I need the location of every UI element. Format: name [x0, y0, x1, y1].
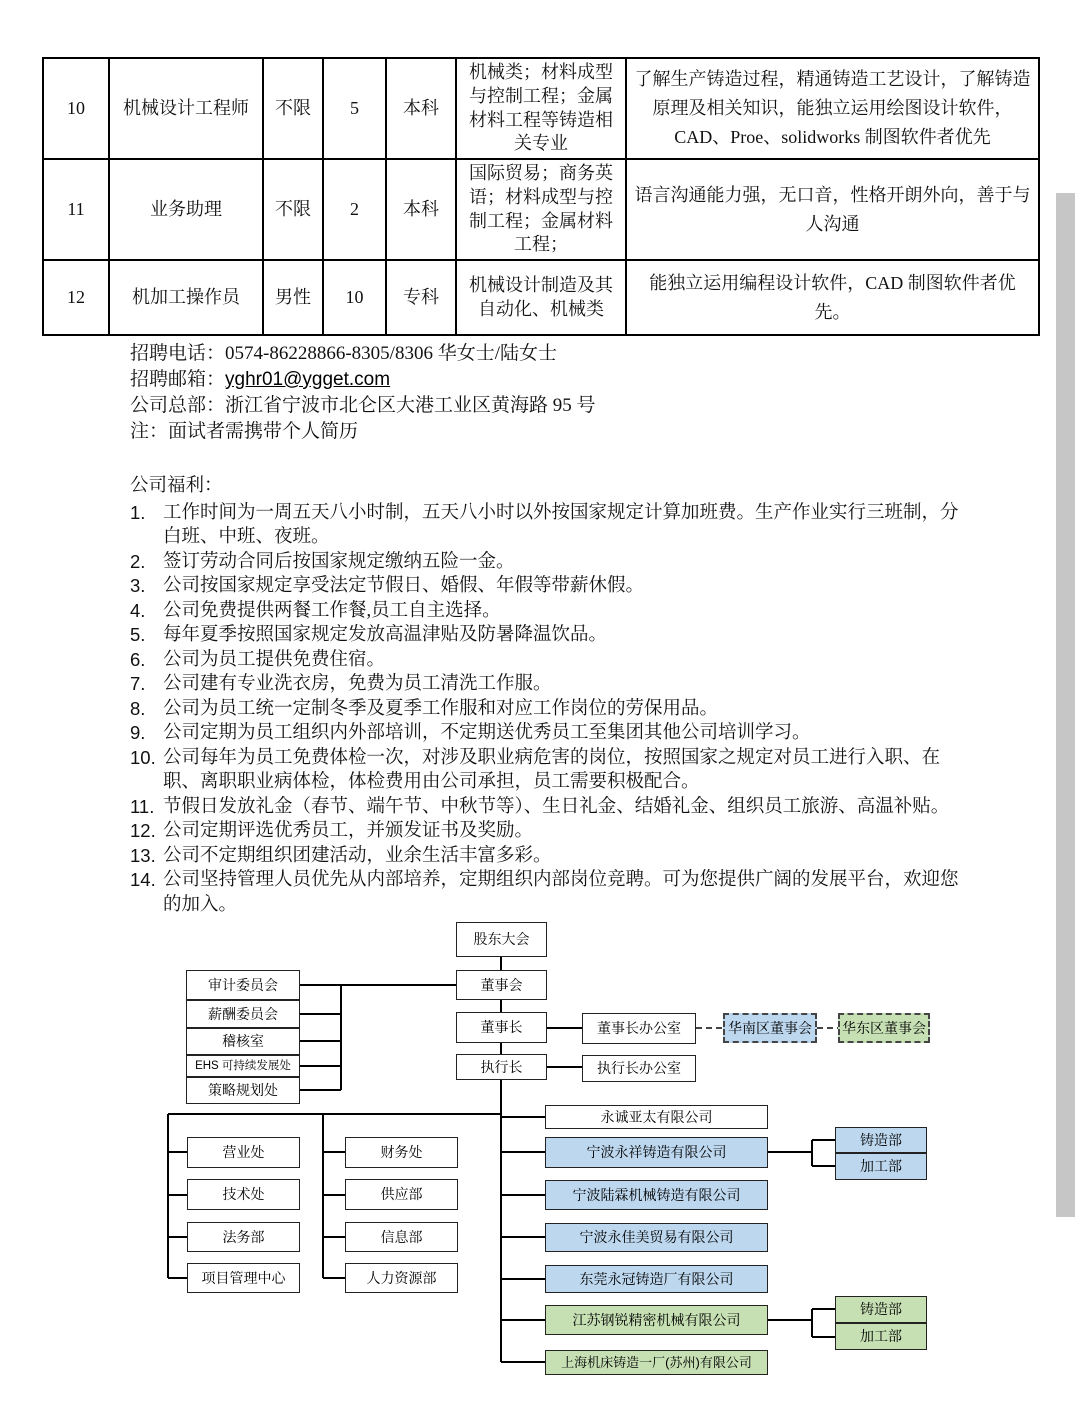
org-box-audit-committee: 审计委员会 [186, 970, 300, 1000]
org-box-shanghai-machine-tool-foundry: 上海机床铸造一厂(苏州)有限公司 [545, 1350, 768, 1375]
contact-note [130, 419, 596, 445]
org-box-legal-department: 法务部 [187, 1222, 300, 1252]
benefit-number: 2. [130, 550, 146, 572]
org-box-inspection-office: 稽核室 [186, 1028, 300, 1055]
org-box-chairman-office: 董事长办公室 [582, 1013, 696, 1044]
benefit-text: 公司按国家规定享受法定节假日、婚假、年假等带薪休假。 [163, 576, 645, 596]
cell-gender: 不限 [263, 159, 323, 260]
benefit-text: 每年夏季按照国家规定发放高温津贴及防暑降温饮品。 [163, 625, 608, 645]
cell-gender: 不限 [263, 58, 323, 159]
benefit-item [130, 501, 962, 550]
benefit-item [130, 550, 962, 575]
benefit-item [130, 844, 962, 869]
org-box-information-department: 信息部 [345, 1222, 458, 1252]
note-label: 注： [130, 421, 169, 442]
org-box-human-resources: 人力资源部 [345, 1263, 458, 1293]
cell-position: 业务助理 [109, 159, 263, 260]
table-row [43, 260, 1039, 335]
benefit-text: 公司不定期组织团建活动，业余生活丰富多彩。 [163, 845, 552, 866]
org-box-ceo: 执行长 [456, 1054, 547, 1080]
email-link[interactable]: yghr01@ygget.com [225, 369, 391, 390]
org-box-yongcheng-asia-pacific: 永诚亚太有限公司 [545, 1105, 768, 1129]
cell-major: 国际贸易；商务英语；材料成型与控制工程；金属材料工程； [456, 159, 626, 260]
cell-education: 专科 [386, 260, 456, 335]
cell-requirements: 能独立运用编程设计软件，CAD 制图软件者优先。 [626, 260, 1039, 335]
org-box-jiangsu-gangrui-precision: 江苏钢锐精密机械有限公司 [545, 1305, 768, 1335]
cell-requirements: 了解生产铸造过程，精通铸造工艺设计，了解铸造原理及相关知识，能独立运用绘图设计软件，CAD、Proe、solidworks 制图软件者优先 [626, 58, 1039, 159]
org-box-ehs-sustainability: EHS 可持续发展处 [186, 1055, 300, 1077]
org-box-casting-department-blue: 铸造部 [835, 1127, 927, 1153]
benefit-item [130, 574, 962, 599]
benefit-item [130, 795, 962, 820]
benefit-item [130, 746, 962, 795]
benefits-title: 公司福利： [130, 476, 223, 496]
org-box-shareholders-meeting: 股东大会 [456, 922, 547, 957]
org-box-compensation-committee: 薪酬委员会 [186, 1000, 300, 1028]
org-box-strategic-planning: 策略规划处 [186, 1077, 300, 1104]
cell-count: 2 [323, 159, 386, 260]
org-box-finance-division: 财务处 [345, 1137, 458, 1168]
table-row [43, 159, 1039, 260]
cell-count: 10 [323, 260, 386, 335]
cell-no: 10 [43, 58, 109, 159]
org-box-casting-department-green: 铸造部 [835, 1296, 927, 1323]
org-box-project-management-center: 项目管理中心 [187, 1263, 300, 1293]
benefit-item [130, 648, 962, 673]
table-row [43, 58, 1039, 159]
benefit-number: 4. [130, 599, 146, 621]
benefit-number: 12. [130, 820, 156, 841]
cell-major: 机械类；材料成型与控制工程；金属材料工程等铸造相关专业 [456, 58, 626, 159]
benefit-text: 节假日发放礼金（春节、端午节、中秋节等）、生日礼金、结婚礼金、组织员工旅游、高温补贴。 [163, 796, 950, 817]
phone-label: 招聘电话： [130, 343, 226, 364]
org-box-chairman: 董事长 [456, 1012, 547, 1043]
cell-position: 机加工操作员 [109, 260, 263, 335]
phone-value: 0574-86228866-8305/8306 华女士/陆女士 [225, 343, 557, 364]
benefit-number: 6. [130, 648, 146, 670]
benefit-number: 13. [130, 844, 156, 866]
benefit-number: 10. [130, 746, 156, 768]
benefit-number: 11. [130, 795, 155, 817]
benefit-text: 公司每年为员工免费体检一次，对涉及职业病危害的岗位，按照国家之规定对员工进行入职、在职、离职职业病体检，体检费用由公司承担，员工需要积极配合。 [163, 747, 941, 792]
benefit-text: 公司为员工统一定制冬季及夏季工作服和对应工作岗位的劳保用品。 [163, 698, 719, 719]
org-box-sales-division: 营业处 [187, 1137, 300, 1168]
benefit-text: 公司为员工提供免费住宿。 [163, 649, 386, 670]
contact-phone [130, 341, 596, 367]
cell-no: 12 [43, 260, 109, 335]
org-box-ningbo-yongjiamei-trading: 宁波永佳美贸易有限公司 [545, 1223, 768, 1252]
scrollbar-thumb[interactable] [1056, 193, 1075, 1217]
hq-value: 浙江省宁波市北仑区大港工业区黄海路 95 号 [225, 395, 596, 416]
contact-hq [130, 393, 596, 419]
benefit-text: 公司定期为员工组织内外部培训，不定期送优秀员工至集团其他公司培训学习。 [163, 723, 811, 743]
benefit-number: 1. [130, 501, 146, 523]
org-box-board-of-directors: 董事会 [456, 970, 547, 1000]
cell-gender: 男性 [263, 260, 323, 335]
org-chart [0, 900, 1080, 1427]
benefit-item [130, 697, 962, 722]
cell-education: 本科 [386, 159, 456, 260]
contact-block [130, 341, 596, 445]
benefit-text: 签订劳动合同后按国家规定缴纳五险一金。 [163, 551, 515, 572]
benefit-text: 公司坚持管理人员优先从内部培养，定期组织内部岗位竞聘。可为您提供广阔的发展平台，欢迎您的加入。 [163, 870, 959, 915]
contact-email [130, 367, 596, 393]
benefit-item [130, 599, 962, 624]
org-box-supply-department: 供应部 [345, 1179, 458, 1210]
benefit-item [130, 623, 962, 648]
benefit-number: 9. [130, 722, 146, 743]
note-value: 面试者需携带个人简历 [168, 421, 359, 442]
email-label: 招聘邮箱： [130, 369, 226, 390]
benefit-number: 8. [130, 697, 146, 719]
benefit-number: 7. [130, 673, 146, 694]
org-box-technology-division: 技术处 [187, 1179, 300, 1210]
benefits-section [130, 474, 962, 917]
hq-label: 公司总部： [130, 395, 226, 416]
org-box-dongguan-yongguan-foundry: 东莞永冠铸造厂有限公司 [545, 1265, 768, 1293]
job-table [42, 57, 1040, 336]
org-box-ningbo-lulin-machinery: 宁波陆霖机械铸造有限公司 [545, 1180, 768, 1210]
benefit-text: 公司免费提供两餐工作餐,员工自主选择。 [163, 600, 501, 621]
org-box-machining-department-green: 加工部 [835, 1323, 927, 1350]
benefit-number: 5. [130, 624, 146, 645]
cell-position: 机械设计工程师 [109, 58, 263, 159]
org-box-south-china-board: 华南区董事会 [723, 1013, 817, 1043]
cell-major: 机械设计制造及其自动化、机械类 [456, 260, 626, 335]
cell-requirements: 语言沟通能力强，无口音，性格开朗外向，善于与人沟通 [626, 159, 1039, 260]
benefit-item [130, 819, 962, 844]
benefit-number: 14. [130, 869, 156, 890]
org-box-ningbo-yongxiang-casting: 宁波永祥铸造有限公司 [545, 1137, 768, 1168]
benefit-text: 公司定期评选优秀员工，并颁发证书及奖励。 [163, 821, 534, 841]
cell-count: 5 [323, 58, 386, 159]
cell-education: 本科 [386, 58, 456, 159]
cell-no: 11 [43, 159, 109, 260]
benefit-text: 工作时间为一周五天八小时制，五天八小时以外按国家规定计算加班费。生产作业实行三班制，分白班、中班、夜班。 [163, 502, 959, 547]
org-box-ceo-office: 执行长办公室 [582, 1055, 696, 1082]
org-box-east-china-board: 华东区董事会 [838, 1013, 930, 1043]
benefit-item [130, 721, 962, 746]
benefit-number: 3. [130, 575, 146, 596]
benefit-item [130, 672, 962, 697]
org-box-machining-department-blue: 加工部 [835, 1153, 927, 1180]
benefit-text: 公司建有专业洗衣房，免费为员工清洗工作服。 [163, 674, 552, 694]
